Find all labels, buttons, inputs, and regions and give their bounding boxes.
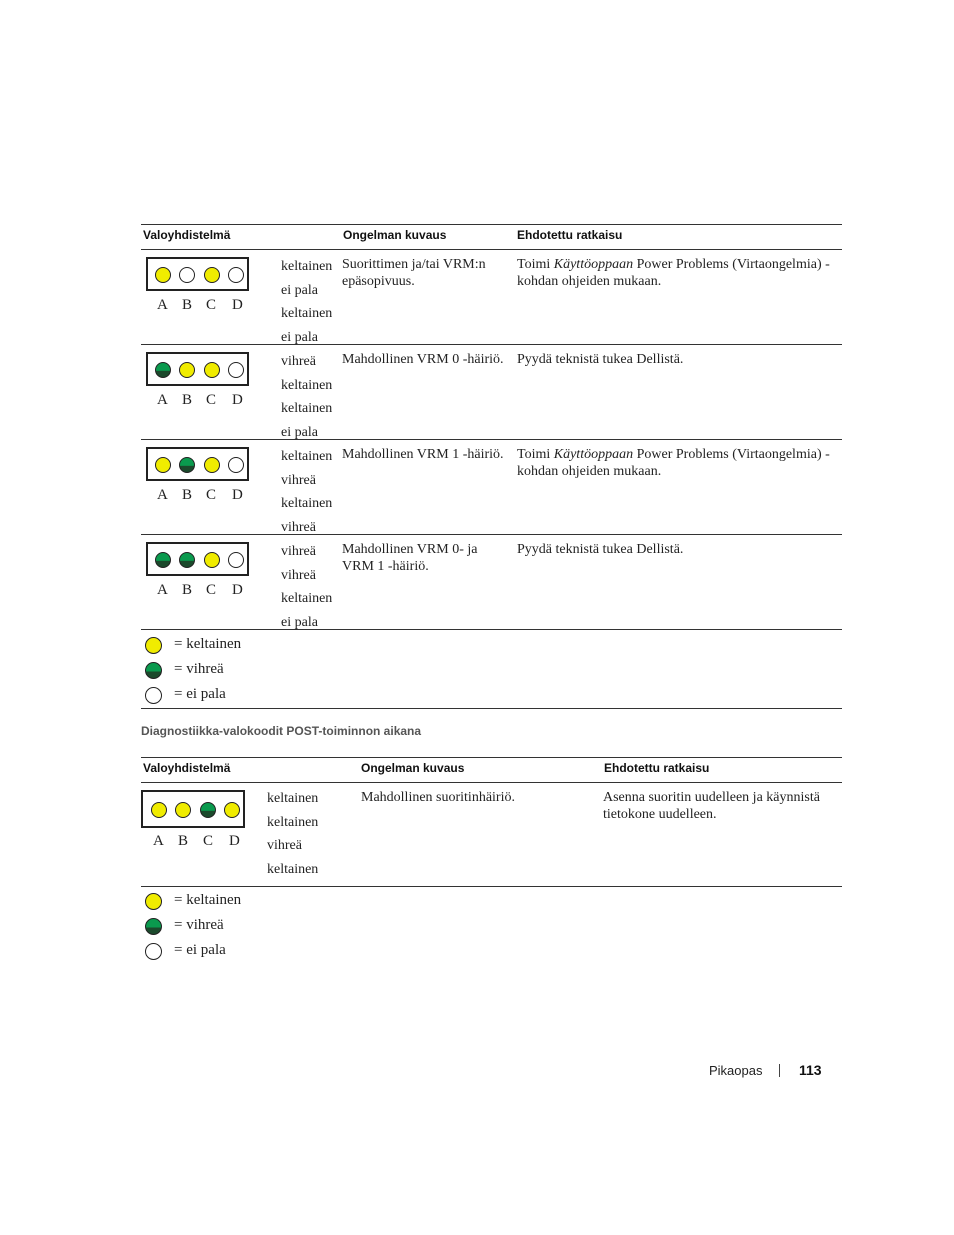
led-c-icon: [204, 552, 220, 568]
letter-c: C: [203, 833, 214, 849]
suggested-solution: [517, 351, 837, 368]
letter-c: C: [206, 392, 217, 408]
solution-text-emphasis: Käyttöoppaan: [553, 447, 634, 462]
letter-b: B: [182, 297, 193, 313]
led-d-icon: [228, 267, 244, 283]
led-panel: [146, 447, 249, 481]
table-row: [141, 783, 842, 887]
letter-b: B: [182, 392, 193, 408]
state-b: keltainen: [281, 377, 333, 393]
table-header: [141, 225, 842, 250]
state-d: ei pala: [281, 614, 318, 630]
problem-description: Mahdollinen VRM 0- ja VRM 1 -häiriö.: [342, 542, 478, 574]
table-header: [141, 758, 842, 783]
led-a-icon: [155, 552, 171, 568]
led-table-2: [141, 757, 842, 965]
led-panel: [146, 352, 249, 386]
solution-text-pre: Pyydä teknistä tukea Dellistä.: [517, 352, 684, 367]
state-d: ei pala: [281, 329, 318, 345]
solution-text-post: Power Problems (Virtaongelmia) -kohdan ohjeiden mukaan.: [517, 257, 830, 289]
legend-label: = keltainen: [174, 892, 242, 908]
off-led-icon: [145, 943, 162, 960]
led-table-1: [141, 224, 842, 709]
problem-description: Mahdollinen VRM 1 -häiriö.: [342, 447, 504, 462]
state-c: keltainen: [281, 401, 333, 417]
led-panel: [141, 790, 245, 828]
state-a: keltainen: [267, 791, 319, 806]
letter-a: A: [157, 392, 168, 408]
led-states: [267, 787, 318, 881]
led-states: [281, 445, 332, 539]
state-a: keltainen: [281, 259, 333, 274]
header-problem-description: Ongelman kuvaus: [361, 761, 465, 775]
letter-d: D: [229, 833, 240, 849]
state-c: keltainen: [281, 496, 333, 512]
letter-b: B: [178, 833, 189, 849]
header-suggested-solution: Ehdotettu ratkaisu: [517, 228, 623, 242]
state-d: vihreä: [281, 519, 316, 535]
led-states: [281, 350, 332, 444]
state-d: keltainen: [267, 861, 319, 877]
state-c: vihreä: [267, 838, 302, 854]
letter-b: B: [182, 582, 193, 598]
letter-c: C: [206, 297, 217, 313]
led-d-icon: [224, 802, 240, 818]
state-b: keltainen: [267, 814, 319, 830]
table-caption: Diagnostiikka-valokoodit POST-toiminnon aikana: [141, 724, 422, 738]
legend-label: = ei pala: [174, 942, 226, 958]
led-a-icon: [155, 267, 171, 283]
letter-a: A: [157, 487, 168, 503]
letter-c: C: [206, 582, 217, 598]
led-states: [281, 255, 332, 349]
solution-text-pre: Toimi: [517, 447, 554, 462]
footer-separator: [779, 1064, 780, 1077]
led-states: [281, 540, 332, 634]
led-b-icon: [179, 457, 195, 473]
header-problem-description: Ongelman kuvaus: [343, 228, 447, 242]
led-a-icon: [155, 457, 171, 473]
state-c: keltainen: [281, 591, 333, 607]
solution-text-pre: Toimi: [517, 257, 554, 272]
led-d-icon: [228, 457, 244, 473]
legend-label: = vihreä: [174, 661, 224, 677]
letter-d: D: [232, 392, 243, 408]
table-row: [141, 345, 842, 440]
led-panel: [146, 542, 249, 576]
suggested-solution: [517, 541, 837, 558]
solution-text-emphasis: Käyttöoppaan: [553, 257, 634, 272]
letter-b: B: [182, 487, 193, 503]
legend-label: = ei pala: [174, 686, 226, 702]
led-b-icon: [179, 362, 195, 378]
green-led-icon: [145, 662, 162, 679]
legend-label: = vihreä: [174, 917, 224, 933]
state-d: ei pala: [281, 424, 318, 440]
state-a: vihreä: [281, 354, 316, 369]
letter-a: A: [153, 833, 164, 849]
led-c-icon: [204, 457, 220, 473]
off-led-icon: [145, 687, 162, 704]
table-row: [141, 535, 842, 630]
table-row: [141, 440, 842, 535]
led-b-icon: [179, 267, 195, 283]
led-c-icon: [204, 362, 220, 378]
letter-a: A: [157, 297, 168, 313]
led-legend: [141, 630, 842, 709]
solution-text-pre: Pyydä teknistä tukea Dellistä.: [517, 542, 684, 557]
led-panel: [146, 257, 249, 291]
yellow-led-icon: [145, 637, 162, 654]
led-d-icon: [228, 362, 244, 378]
led-b-icon: [175, 802, 191, 818]
state-c: keltainen: [281, 306, 333, 322]
yellow-led-icon: [145, 893, 162, 910]
suggested-solution: [517, 446, 837, 480]
header-light-combination: Valoyhdistelmä: [143, 761, 231, 775]
led-a-icon: [151, 802, 167, 818]
letter-d: D: [232, 487, 243, 503]
problem-description: Mahdollinen suoritinhäiriö.: [361, 790, 515, 805]
letter-a: A: [157, 582, 168, 598]
state-b: ei pala: [281, 282, 318, 298]
led-d-icon: [228, 552, 244, 568]
letter-d: D: [232, 582, 243, 598]
suggested-solution: Asenna suoritin uudelleen ja käynnistä tietokone uudelleen.: [603, 790, 820, 822]
state-a: keltainen: [281, 449, 333, 464]
header-suggested-solution: Ehdotettu ratkaisu: [604, 761, 710, 775]
led-c-icon: [204, 267, 220, 283]
page-number: 113: [799, 1062, 822, 1078]
problem-description: Suorittimen ja/tai VRM:n epäsopivuus.: [342, 257, 486, 289]
legend-label: = keltainen: [174, 636, 242, 652]
suggested-solution: [517, 256, 837, 290]
state-a: vihreä: [281, 544, 316, 559]
green-led-icon: [145, 918, 162, 935]
header-light-combination: Valoyhdistelmä: [143, 228, 231, 242]
letter-d: D: [232, 297, 243, 313]
solution-text-post: Power Problems (Virtaongelmia) -kohdan ohjeiden mukaan.: [517, 447, 830, 479]
footer-book-title: Pikaopas: [709, 1063, 763, 1078]
led-a-icon: [155, 362, 171, 378]
led-legend: [141, 887, 842, 965]
letter-c: C: [206, 487, 217, 503]
state-b: vihreä: [281, 567, 316, 583]
state-b: vihreä: [281, 472, 316, 488]
led-b-icon: [179, 552, 195, 568]
led-c-icon: [200, 802, 216, 818]
problem-description: Mahdollinen VRM 0 -häiriö.: [342, 352, 504, 367]
table-row: [141, 250, 842, 345]
